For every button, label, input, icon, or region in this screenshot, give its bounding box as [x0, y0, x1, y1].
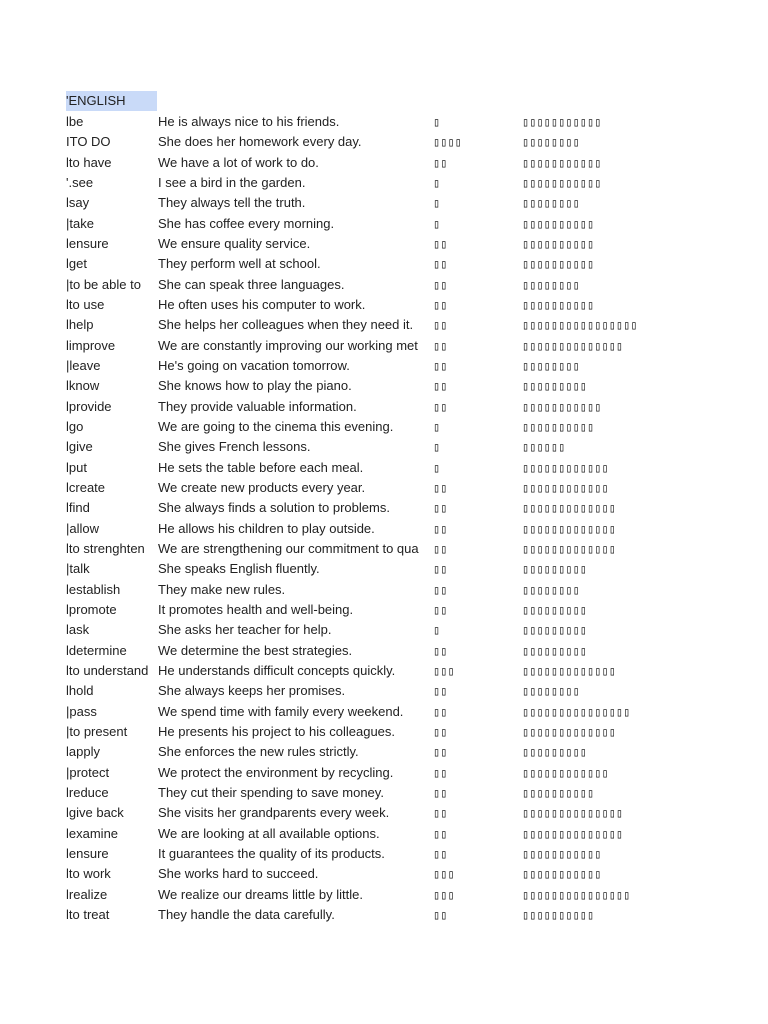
table-row	[0, 519, 768, 539]
glyph-cell[interactable]: ▯	[433, 115, 441, 129]
sentence-cell[interactable]: They always tell the truth.	[158, 195, 306, 211]
word-cell[interactable]: lbe	[66, 114, 84, 129]
sentence-cell[interactable]: We are strengthening our commitment to qua	[158, 540, 419, 556]
table-row	[0, 905, 768, 925]
glyph-translation-cell[interactable]: ▯▯▯▯▯▯▯▯▯	[522, 745, 588, 760]
table-row	[0, 864, 768, 884]
glyph-cell[interactable]: ▯▯	[433, 704, 448, 719]
table-row	[0, 580, 768, 600]
table-row	[0, 539, 768, 559]
glyph-cell[interactable]: ▯▯	[433, 602, 448, 617]
table-row	[0, 214, 768, 234]
glyph-cell[interactable]: ▯	[433, 176, 441, 190]
word-cell[interactable]: lto work	[66, 866, 111, 882]
sentence-cell[interactable]: She does her homework every day.	[158, 134, 362, 150]
glyph-translation-cell[interactable]: ▯▯▯▯▯▯▯▯▯▯▯▯▯	[522, 724, 616, 739]
word-cell[interactable]: |take	[66, 215, 94, 231]
glyph-translation-cell[interactable]: ▯▯▯▯▯▯▯▯▯▯▯▯▯▯	[522, 806, 624, 821]
sentence-cell[interactable]: We protect the environment by recycling.	[158, 764, 394, 780]
sentence-cell[interactable]: We determine the best strategies.	[158, 642, 353, 658]
glyph-translation-cell[interactable]: ▯▯▯▯▯▯▯▯▯▯▯	[522, 867, 602, 882]
glyph-translation-cell[interactable]: ▯▯▯▯▯▯▯▯▯▯	[522, 237, 595, 251]
glyph-translation-cell[interactable]: ▯▯▯▯▯▯▯▯	[522, 582, 580, 597]
sentence-cell[interactable]: She enforces the new rules strictly.	[158, 744, 359, 760]
glyph-translation-cell[interactable]: ▯▯▯▯▯▯▯▯▯▯▯▯▯	[522, 541, 616, 556]
glyph-cell[interactable]: ▯▯	[433, 480, 448, 495]
word-cell[interactable]: lgive back	[66, 805, 124, 821]
sentence-cell[interactable]: It guarantees the quality of its products.	[158, 845, 385, 861]
word-cell[interactable]: lhelp	[66, 317, 94, 333]
sentence-cell[interactable]: They perform well at school.	[158, 256, 321, 272]
table-row	[0, 336, 768, 356]
table-row	[0, 397, 768, 417]
sentence-cell[interactable]: They handle the data carefully.	[158, 906, 335, 922]
glyph-translation-cell[interactable]: ▯▯▯▯▯▯▯▯	[522, 135, 580, 150]
table-row	[0, 153, 768, 173]
table-row	[0, 783, 768, 803]
word-cell[interactable]: |protect	[66, 764, 110, 780]
glyph-cell[interactable]: ▯▯	[433, 907, 448, 922]
glyph-translation-cell[interactable]: ▯▯▯▯▯▯▯▯▯	[522, 379, 588, 394]
table-row	[0, 458, 768, 478]
table-row	[0, 417, 768, 437]
sentence-cell[interactable]: He presents his project to his colleagues.	[158, 723, 396, 739]
table-row	[0, 844, 768, 864]
sentence-cell[interactable]: He is always nice to his friends.	[158, 114, 340, 129]
glyph-cell[interactable]: ▯▯	[433, 359, 448, 373]
glyph-translation-cell[interactable]: ▯▯▯▯▯▯▯▯▯	[522, 643, 588, 658]
glyph-translation-cell[interactable]: ▯▯▯▯▯▯▯▯	[522, 277, 580, 292]
glyph-cell[interactable]: ▯▯	[433, 643, 448, 658]
glyph-cell[interactable]: ▯	[433, 419, 441, 434]
word-cell[interactable]: lto strenghten	[66, 540, 145, 556]
table-row	[0, 620, 768, 640]
table-row	[0, 356, 768, 376]
glyph-cell[interactable]: ▯▯	[433, 237, 448, 251]
glyph-cell[interactable]: ▯▯▯▯	[433, 135, 462, 150]
glyph-cell[interactable]: ▯▯	[433, 582, 448, 597]
sentence-cell[interactable]: He allows his children to play outside.	[158, 520, 375, 536]
table-row	[0, 661, 768, 681]
glyph-cell[interactable]: ▯▯	[433, 277, 448, 292]
table-row	[0, 702, 768, 722]
sentence-cell[interactable]: We are looking at all available options.	[158, 825, 380, 841]
glyph-translation-cell[interactable]: ▯▯▯▯▯▯▯▯▯▯▯▯▯	[522, 663, 616, 678]
table-row	[0, 722, 768, 742]
word-cell[interactable]: lfind	[66, 500, 90, 516]
glyph-translation-cell[interactable]: ▯▯▯▯▯▯▯▯▯▯▯▯▯	[522, 501, 616, 516]
sentence-cell[interactable]: She visits her grandparents every week.	[158, 805, 390, 821]
glyph-translation-cell[interactable]: ▯▯▯▯▯▯▯▯▯	[522, 623, 588, 638]
glyph-cell[interactable]: ▯	[433, 440, 441, 455]
glyph-translation-cell[interactable]: ▯▯▯▯▯▯▯▯▯▯▯	[522, 399, 602, 414]
table-row	[0, 132, 768, 152]
sentence-cell[interactable]: She always keeps her promises.	[158, 683, 346, 699]
glyph-cell[interactable]: ▯▯	[433, 562, 448, 577]
table-row	[0, 641, 768, 661]
sentence-cell[interactable]: She works hard to succeed.	[158, 866, 319, 882]
sentence-cell[interactable]: She can speak three languages.	[158, 276, 345, 292]
word-cell[interactable]: lask	[66, 622, 90, 638]
word-cell[interactable]: lto have	[66, 154, 112, 170]
table-row	[0, 498, 768, 518]
sentence-cell[interactable]: We are constantly improving our working met	[158, 337, 418, 353]
glyph-translation-cell[interactable]: ▯▯▯▯▯▯▯▯▯▯▯▯▯	[522, 521, 616, 536]
sentence-cell[interactable]: We ensure quality service.	[158, 236, 311, 251]
word-cell[interactable]: |talk	[66, 561, 90, 577]
word-cell[interactable]: lprovide	[66, 398, 112, 414]
word-cell[interactable]: lpromote	[66, 601, 117, 617]
glyph-cell[interactable]: ▯▯	[433, 521, 448, 536]
glyph-cell[interactable]: ▯▯	[433, 541, 448, 556]
table-row	[0, 275, 768, 295]
glyph-translation-cell[interactable]: ▯▯▯▯▯▯▯▯▯▯	[522, 257, 595, 272]
glyph-translation-cell[interactable]: ▯▯▯▯▯▯▯▯	[522, 359, 580, 373]
glyph-translation-cell[interactable]: ▯▯▯▯▯▯▯▯▯▯▯▯	[522, 765, 609, 780]
word-cell[interactable]: |to present	[66, 723, 128, 739]
sentence-cell[interactable]: She helps her colleagues when they need it.	[158, 317, 414, 333]
sentence-cell[interactable]: He often uses his computer to work.	[158, 297, 366, 312]
glyph-cell[interactable]: ▯▯▯	[433, 663, 455, 678]
glyph-translation-cell[interactable]: ▯▯▯▯▯▯▯▯▯▯▯	[522, 176, 602, 190]
glyph-translation-cell[interactable]: ▯▯▯▯▯▯	[522, 440, 566, 455]
glyph-cell[interactable]: ▯	[433, 216, 441, 231]
sentence-cell[interactable]: He's going on vacation tomorrow.	[158, 358, 350, 373]
sentence-cell[interactable]: She gives French lessons.	[158, 439, 311, 455]
table-row	[0, 112, 768, 132]
word-cell[interactable]: lgo	[66, 418, 84, 434]
glyph-translation-cell[interactable]: ▯▯▯▯▯▯▯▯▯▯	[522, 907, 595, 922]
table-row	[0, 376, 768, 396]
word-cell[interactable]: lensure	[66, 236, 109, 251]
glyph-translation-cell[interactable]: ▯▯▯▯▯▯▯▯▯▯▯▯	[522, 480, 609, 495]
word-cell[interactable]: ldetermine	[66, 642, 127, 658]
glyph-cell[interactable]: ▯▯	[433, 379, 448, 394]
glyph-translation-cell[interactable]: ▯▯▯▯▯▯▯▯▯▯	[522, 785, 595, 800]
sentence-cell[interactable]: We realize our dreams little by little.	[158, 886, 363, 902]
glyph-cell[interactable]: ▯▯	[433, 684, 448, 699]
word-cell[interactable]: lestablish	[66, 581, 121, 597]
glyph-translation-cell[interactable]: ▯▯▯▯▯▯▯▯▯▯▯	[522, 846, 602, 861]
table-row	[0, 437, 768, 457]
table-row	[0, 234, 768, 254]
word-cell[interactable]: lget	[66, 256, 87, 272]
word-cell[interactable]: '.see	[66, 175, 94, 190]
word-cell[interactable]: ITO DO	[66, 134, 111, 150]
glyph-translation-cell[interactable]: ▯▯▯▯▯▯▯▯▯▯▯	[522, 155, 602, 170]
table-row	[0, 681, 768, 701]
glyph-translation-cell[interactable]: ▯▯▯▯▯▯▯▯	[522, 196, 580, 211]
glyph-translation-cell[interactable]: ▯▯▯▯▯▯▯▯▯▯▯▯▯▯	[522, 338, 624, 353]
glyph-translation-cell[interactable]: ▯▯▯▯▯▯▯▯▯▯▯	[522, 115, 602, 129]
sentence-cell[interactable]: He understands difficult concepts quickly.	[158, 662, 396, 678]
glyph-cell[interactable]: ▯▯	[433, 745, 448, 760]
table-row	[0, 885, 768, 905]
sentence-cell[interactable]: She always finds a solution to problems.	[158, 500, 390, 516]
glyph-translation-cell[interactable]: ▯▯▯▯▯▯▯▯	[522, 684, 580, 699]
glyph-cell[interactable]: ▯	[433, 460, 441, 475]
table-row	[0, 315, 768, 335]
word-cell[interactable]: lto use	[66, 297, 105, 312]
sentence-cell[interactable]: She speaks English fluently.	[158, 561, 320, 577]
sentence-cell[interactable]: They cut their spending to save money.	[158, 784, 384, 800]
sentence-cell[interactable]: We have a lot of work to do.	[158, 154, 319, 170]
table-row	[0, 600, 768, 620]
glyph-translation-cell[interactable]: ▯▯▯▯▯▯▯▯▯▯▯▯	[522, 460, 609, 475]
glyph-cell[interactable]: ▯▯	[433, 765, 448, 780]
glyph-cell[interactable]: ▯▯	[433, 155, 448, 170]
sentence-cell[interactable]: They make new rules.	[158, 581, 286, 597]
sentence-cell[interactable]: She has coffee every morning.	[158, 215, 335, 231]
word-cell[interactable]: lsay	[66, 195, 90, 211]
sentence-cell[interactable]: We spend time with family every weekend.	[158, 703, 404, 719]
glyph-translation-cell[interactable]: ▯▯▯▯▯▯▯▯▯▯	[522, 298, 595, 312]
glyph-cell[interactable]: ▯▯	[433, 826, 448, 841]
word-cell[interactable]: lhold	[66, 683, 94, 699]
table-row	[0, 763, 768, 783]
word-cell[interactable]: lto understand	[66, 662, 149, 678]
word-cell[interactable]: lgive	[66, 439, 93, 455]
table-row	[0, 824, 768, 844]
word-cell[interactable]: |leave	[66, 358, 101, 373]
table-row	[0, 742, 768, 762]
glyph-cell[interactable]: ▯▯	[433, 501, 448, 516]
sentence-cell[interactable]: He sets the table before each meal.	[158, 459, 364, 475]
word-cell[interactable]: |pass	[66, 703, 97, 719]
glyph-translation-cell[interactable]: ▯▯▯▯▯▯▯▯▯▯▯▯▯▯▯	[522, 704, 631, 719]
table-row	[0, 478, 768, 498]
sentence-cell[interactable]: She asks her teacher for help.	[158, 622, 332, 638]
glyph-translation-cell[interactable]: ▯▯▯▯▯▯▯▯▯▯	[522, 216, 595, 231]
word-cell[interactable]: lcreate	[66, 479, 106, 495]
glyph-cell[interactable]: ▯	[433, 196, 441, 211]
glyph-cell[interactable]: ▯▯	[433, 298, 448, 312]
glyph-translation-cell[interactable]: ▯▯▯▯▯▯▯▯▯▯▯▯▯▯▯	[522, 887, 631, 902]
glyph-translation-cell[interactable]: ▯▯▯▯▯▯▯▯▯▯▯▯▯▯	[522, 826, 624, 841]
table-row	[0, 173, 768, 193]
glyph-cell[interactable]: ▯▯▯	[433, 867, 455, 882]
glyph-translation-cell[interactable]: ▯▯▯▯▯▯▯▯▯▯	[522, 419, 595, 434]
word-cell[interactable]: limprove	[66, 337, 116, 353]
glyph-cell[interactable]: ▯	[433, 623, 441, 638]
word-cell[interactable]: lensure	[66, 845, 109, 861]
table-row	[0, 559, 768, 579]
sentence-cell[interactable]: We create new products every year.	[158, 479, 366, 495]
word-cell[interactable]: |allow	[66, 520, 100, 536]
glyph-cell[interactable]: ▯▯	[433, 785, 448, 800]
sentence-cell[interactable]: We are going to the cinema this evening.	[158, 418, 394, 434]
sentence-cell[interactable]: It promotes health and well-being.	[158, 601, 354, 617]
sentence-cell[interactable]: They provide valuable information.	[158, 398, 357, 414]
glyph-cell[interactable]: ▯▯	[433, 399, 448, 414]
glyph-cell[interactable]: ▯▯	[433, 318, 448, 333]
glyph-cell[interactable]: ▯▯	[433, 257, 448, 272]
glyph-cell[interactable]: ▯▯	[433, 338, 448, 353]
table-row	[0, 193, 768, 213]
glyph-cell[interactable]: ▯▯	[433, 806, 448, 821]
glyph-cell[interactable]: ▯▯	[433, 846, 448, 861]
glyph-cell[interactable]: ▯▯	[433, 724, 448, 739]
glyph-translation-cell[interactable]: ▯▯▯▯▯▯▯▯▯▯▯▯▯▯▯▯	[522, 318, 638, 333]
table-row	[0, 254, 768, 274]
word-cell[interactable]: lknow	[66, 378, 100, 394]
glyph-cell[interactable]: ▯▯▯	[433, 887, 455, 902]
sentence-cell[interactable]: I see a bird in the garden.	[158, 175, 306, 190]
glyph-translation-cell[interactable]: ▯▯▯▯▯▯▯▯▯	[522, 602, 588, 617]
sentence-cell[interactable]: She knows how to play the piano.	[158, 378, 352, 394]
table-row	[0, 803, 768, 823]
header-cell-english[interactable]: 'ENGLISH	[66, 91, 157, 111]
word-cell[interactable]: |to be able to	[66, 276, 141, 292]
word-cell[interactable]: lto treat	[66, 906, 110, 922]
word-cell[interactable]: lput	[66, 459, 87, 475]
word-cell[interactable]: lrealize	[66, 886, 108, 902]
word-cell[interactable]: lexamine	[66, 825, 119, 841]
table-row	[0, 295, 768, 315]
word-cell[interactable]: lapply	[66, 744, 100, 760]
word-cell[interactable]: lreduce	[66, 784, 109, 800]
glyph-translation-cell[interactable]: ▯▯▯▯▯▯▯▯▯	[522, 562, 588, 577]
